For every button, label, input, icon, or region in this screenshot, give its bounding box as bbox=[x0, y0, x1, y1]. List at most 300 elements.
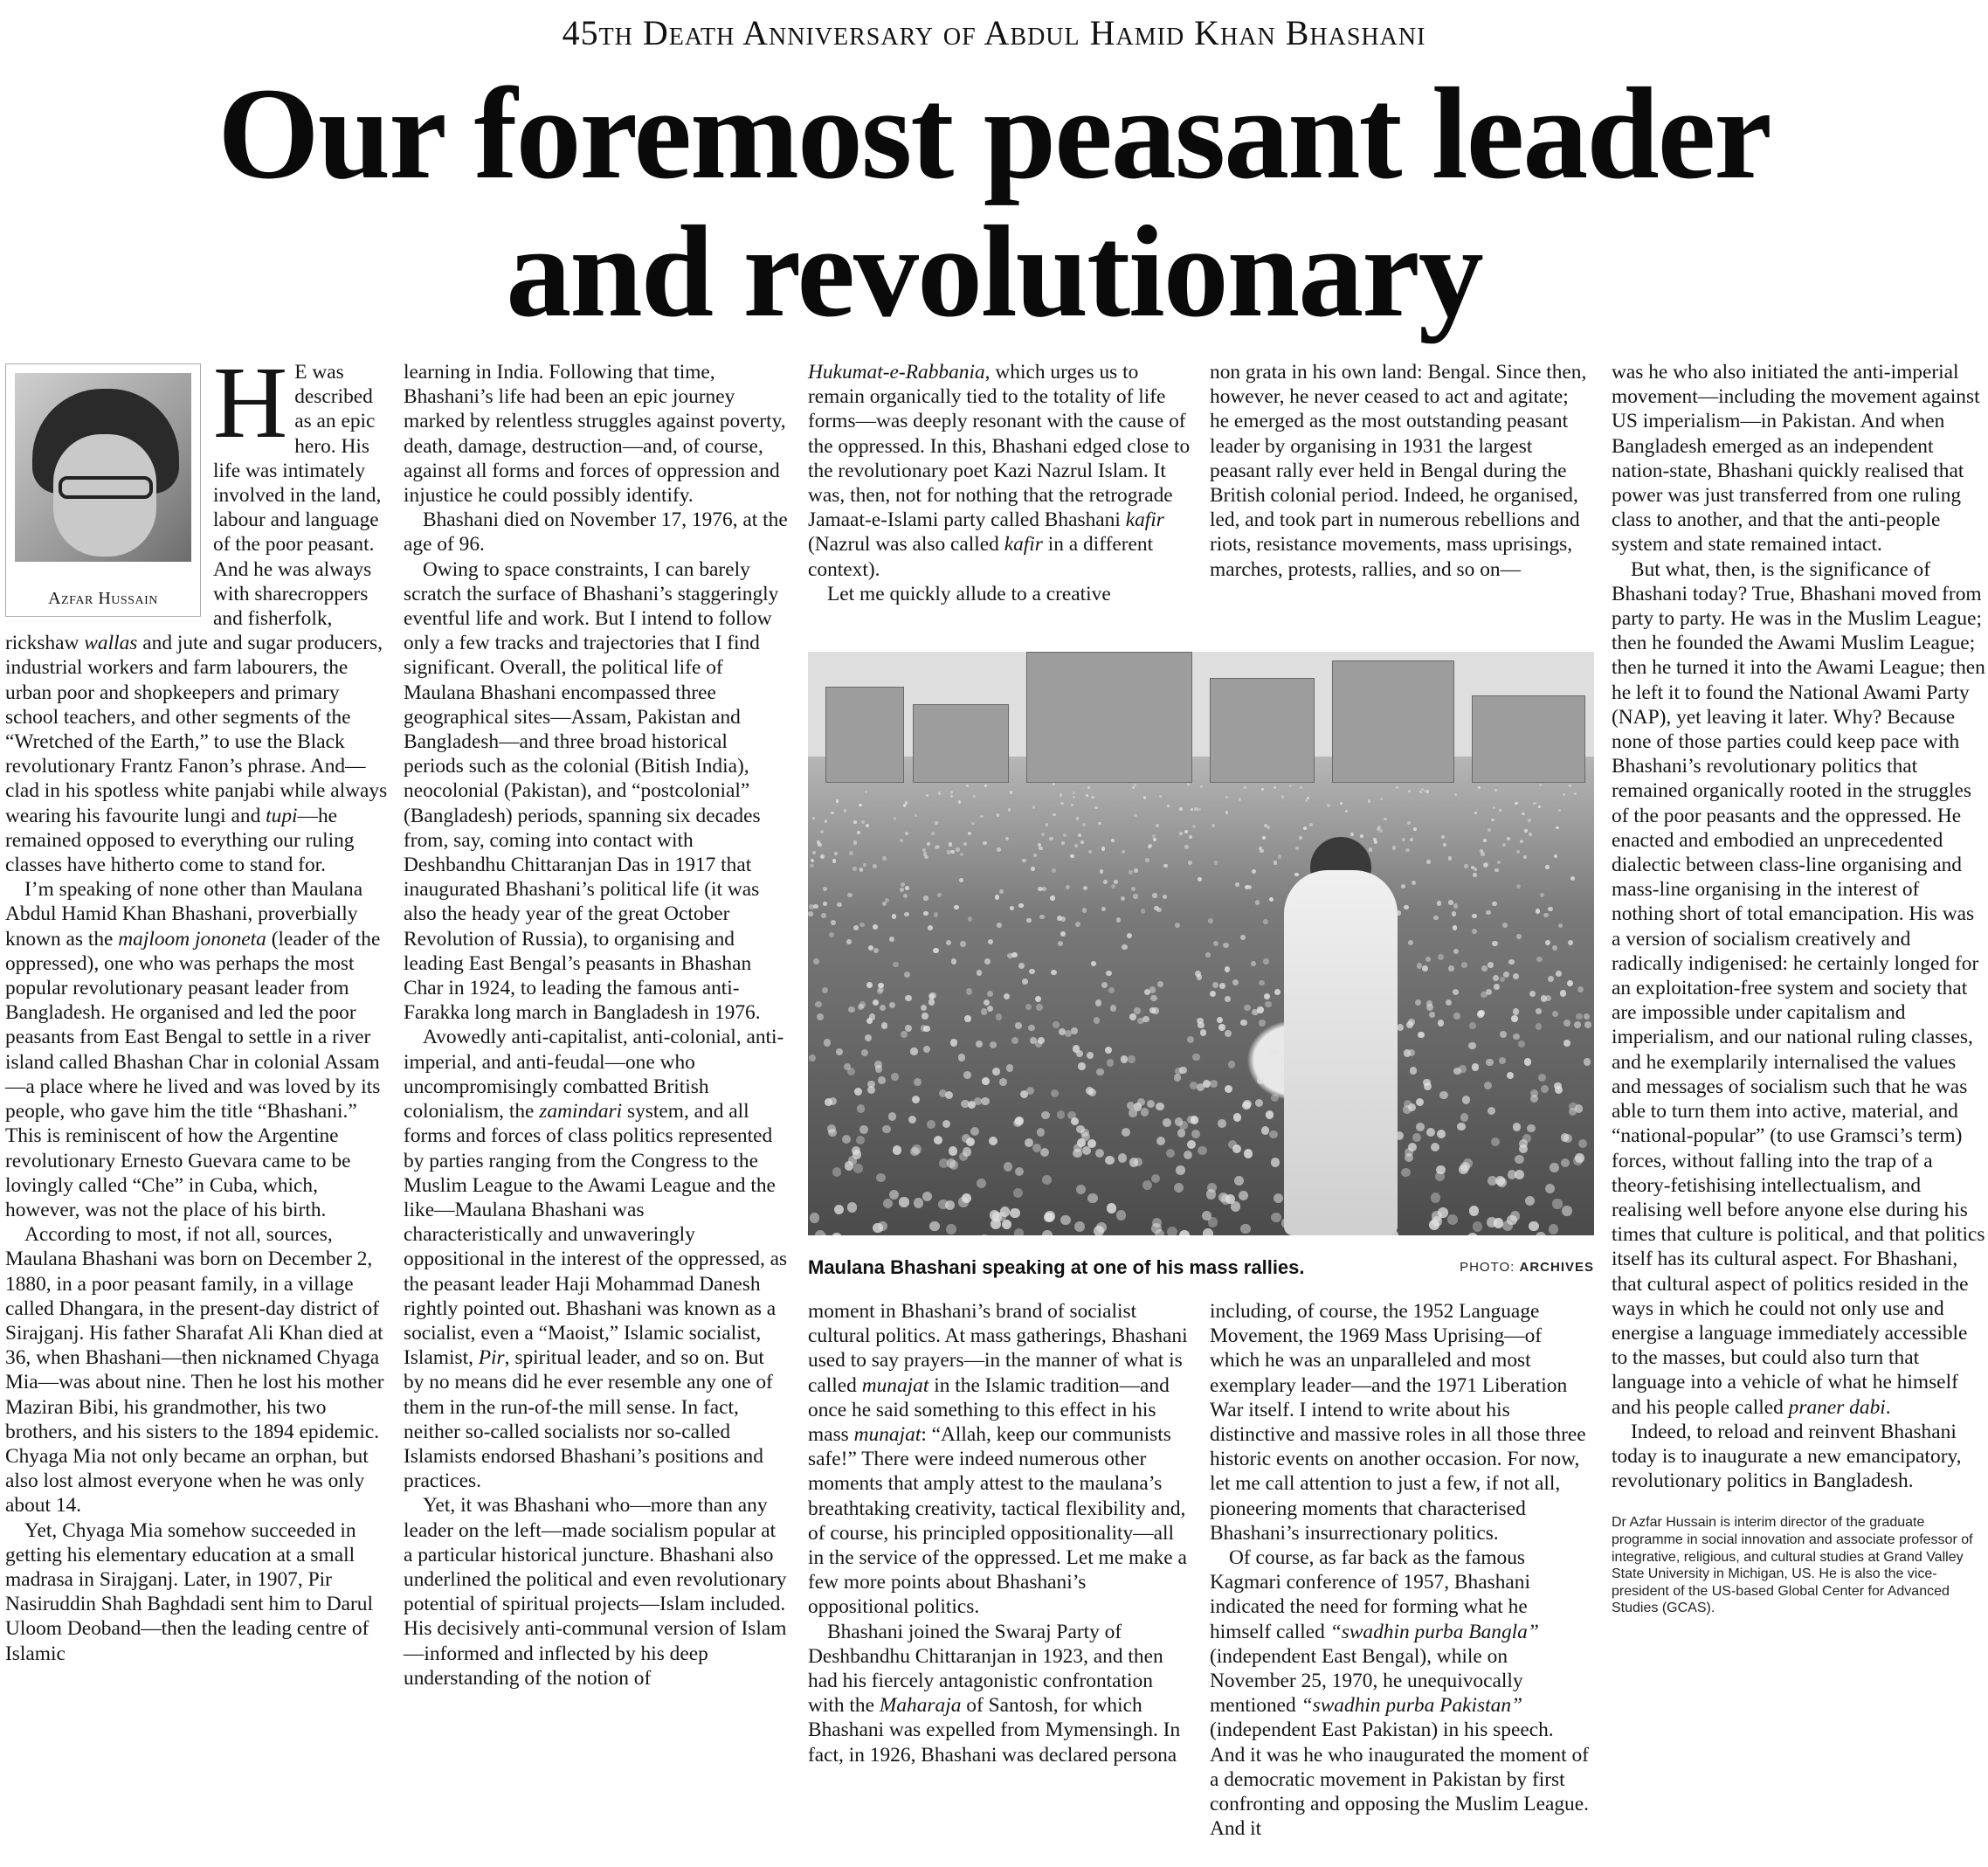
crowd-texture bbox=[1439, 1091, 1447, 1099]
text-run: Hukumat-e-Rabbania bbox=[808, 361, 985, 384]
crowd-texture bbox=[1486, 1059, 1493, 1066]
crowd-texture bbox=[1426, 790, 1429, 792]
crowd-texture bbox=[1448, 965, 1454, 972]
crowd-texture bbox=[1578, 1139, 1587, 1148]
crowd-texture bbox=[828, 1129, 837, 1137]
crowd-texture bbox=[1426, 1128, 1435, 1137]
crowd-texture bbox=[1264, 993, 1270, 999]
crowd-texture bbox=[888, 1112, 897, 1121]
crowd-texture bbox=[1502, 923, 1508, 928]
crowd-texture bbox=[979, 1234, 990, 1235]
crowd-texture bbox=[1545, 995, 1551, 1001]
text-run: I’m speaking of none other than Maulana Abdul Hamid Khan Bhashani, proverbially known as the bbox=[5, 878, 363, 951]
crowd-texture bbox=[1071, 804, 1073, 806]
crowd-texture bbox=[1210, 1080, 1218, 1088]
crowd-texture bbox=[1454, 793, 1457, 796]
crowd-texture bbox=[1011, 1037, 1018, 1044]
text-run: in a different context). bbox=[808, 533, 1154, 581]
crowd-texture bbox=[1184, 845, 1188, 848]
crowd-texture bbox=[1473, 873, 1477, 877]
crowd-texture bbox=[1379, 829, 1383, 833]
crowd-texture bbox=[1481, 992, 1487, 998]
crowd-texture bbox=[1163, 1118, 1171, 1127]
crowd-texture bbox=[1188, 861, 1192, 865]
crowd-texture bbox=[1080, 840, 1084, 844]
crowd-texture bbox=[1513, 1008, 1519, 1014]
credit-label: PHOTO: bbox=[1460, 1260, 1520, 1275]
crowd-texture bbox=[1073, 1149, 1081, 1158]
crowd-texture bbox=[1153, 838, 1156, 841]
crowd-texture bbox=[881, 1022, 888, 1029]
crowd-texture bbox=[1431, 1143, 1439, 1151]
crowd-texture bbox=[1116, 1210, 1127, 1220]
crowd-texture bbox=[1437, 1130, 1446, 1138]
crowd-texture bbox=[1159, 795, 1162, 798]
crowd-texture bbox=[1060, 1215, 1071, 1226]
crowd-texture bbox=[1040, 1148, 1049, 1157]
crowd-texture bbox=[893, 1145, 901, 1154]
crowd-texture bbox=[1548, 976, 1554, 982]
crowd-texture bbox=[1134, 784, 1136, 786]
crowd-texture bbox=[1561, 1158, 1570, 1167]
crowd-texture bbox=[867, 1086, 875, 1094]
crowd-texture bbox=[1549, 1224, 1559, 1234]
crowd-texture bbox=[1584, 1013, 1591, 1020]
crowd-texture bbox=[1167, 1227, 1177, 1235]
crowd-texture bbox=[1271, 1213, 1281, 1223]
crowd-texture bbox=[1289, 785, 1292, 787]
crowd-texture bbox=[1569, 1108, 1577, 1116]
crowd-texture bbox=[1536, 957, 1542, 962]
crowd-texture bbox=[1177, 1129, 1186, 1137]
crowd-texture bbox=[813, 904, 818, 909]
crowd-texture bbox=[1094, 1017, 1101, 1024]
paragraph: Bhashani died on November 17, 1976, at the age of 96. bbox=[404, 508, 788, 557]
crowd-texture bbox=[1552, 1199, 1562, 1208]
crowd-texture bbox=[1563, 1040, 1570, 1047]
crowd-texture bbox=[1107, 1203, 1116, 1213]
crowd-texture bbox=[1488, 1107, 1495, 1115]
crowd-texture bbox=[1033, 854, 1037, 857]
author-photo bbox=[15, 373, 191, 562]
crowd-texture bbox=[1548, 907, 1552, 911]
crowd-texture bbox=[1525, 1196, 1535, 1206]
crowd-texture bbox=[834, 852, 838, 855]
crowd-texture bbox=[1507, 837, 1510, 840]
drop-cap: H bbox=[213, 345, 288, 460]
crowd-texture bbox=[1518, 1041, 1525, 1048]
crowd-texture bbox=[825, 819, 828, 823]
crowd-texture bbox=[1213, 941, 1218, 946]
crowd-texture bbox=[1477, 1011, 1484, 1018]
crowd-texture bbox=[1122, 1128, 1130, 1137]
crowd-texture bbox=[1037, 1128, 1046, 1137]
crowd-texture bbox=[1141, 909, 1146, 914]
crowd-texture bbox=[1536, 1232, 1546, 1235]
crowd-texture bbox=[1402, 838, 1405, 841]
crowd-texture bbox=[1424, 790, 1426, 792]
article-column-3-bottom bbox=[808, 1299, 1191, 1767]
crowd-texture bbox=[1067, 1111, 1076, 1120]
crowd-texture bbox=[1149, 986, 1156, 992]
crowd-texture bbox=[1574, 1021, 1581, 1028]
crowd-texture bbox=[1042, 887, 1046, 891]
crowd-texture bbox=[923, 1026, 930, 1033]
crowd-texture bbox=[1004, 993, 1010, 999]
crowd-texture bbox=[1511, 1015, 1518, 1022]
crowd-texture bbox=[977, 970, 983, 976]
crowd-texture bbox=[1134, 1007, 1140, 1013]
crowd-texture bbox=[1278, 854, 1281, 858]
crowd-texture bbox=[842, 1135, 851, 1144]
crowd-texture bbox=[1022, 859, 1026, 863]
crowd-texture bbox=[821, 913, 826, 918]
crowd-texture bbox=[1481, 965, 1488, 972]
crowd-texture bbox=[1271, 1158, 1280, 1166]
article-column-3-top bbox=[808, 360, 1191, 606]
crowd-texture bbox=[1488, 828, 1491, 832]
crowd-texture bbox=[891, 1073, 899, 1081]
crowd-texture bbox=[1028, 1025, 1035, 1032]
crowd-texture bbox=[1271, 1094, 1279, 1102]
text-run: (leader of the oppressed), one who was perhaps the most popular revolutionary peasant leader from Bangladesh. He organised and led the poor peasants from East Bengal to settle in a river island called Bhashan Char in colonial Assam—a place where he lived and was loved by its people, who gave him the title “Bhashani.” This is reminiscent of how the Argentine revolutionary Ernesto Guevara came to be lovingly called “Che” in Cuba, which, however, was not the place of his birth. bbox=[5, 927, 381, 1221]
crowd-texture bbox=[1369, 847, 1372, 851]
text-run: Avowedly anti-capitalist, anti-colonial, anti-imperial, and anti-feudal—one who uncompromisingly combatted British colonialism, the bbox=[404, 1026, 784, 1124]
crowd-texture bbox=[950, 850, 954, 854]
crowd-texture bbox=[1407, 821, 1411, 825]
text-run: kafir bbox=[1125, 508, 1164, 532]
crowd-texture bbox=[1516, 934, 1522, 939]
crowd-texture bbox=[1002, 1220, 1012, 1230]
crowd-texture bbox=[1524, 1058, 1531, 1065]
crowd-texture bbox=[976, 1041, 983, 1048]
crowd-texture bbox=[1103, 880, 1108, 884]
crowd-texture bbox=[1259, 1020, 1266, 1027]
crowd-texture bbox=[1462, 1096, 1470, 1103]
crowd-texture bbox=[1577, 986, 1584, 992]
text-run: , spiritual leader, and so on. But by no means did he ever resemble any one of them in the run-of-the mill sense. In fact, neither so-called socialists nor so-called Islamists endorsed Bhashani’s positions and practices. bbox=[404, 1346, 773, 1493]
crowd-texture bbox=[1015, 1022, 1022, 1029]
crowd-texture bbox=[882, 856, 886, 860]
crowd-texture bbox=[1060, 931, 1066, 937]
crowd-texture bbox=[1143, 796, 1146, 799]
crowd-texture bbox=[904, 912, 909, 917]
paragraph: Owing to space constraints, I can barely scratch the surface of Bhashani’s staggeringly eventful life and work. But I intend to follow only a few tracks and trajectories that I find significant. Overall, the political life of Maulana Bhashani encompassed three geographical sites—Assam, Pakistan and Bangladesh—and three broad historical periods such as the colonial (Bitish India), neocolonial (Pakistan), and “postcolonial” (Bangladesh) periods, spanning six decades from, say, coming into contact with Deshbandhu Chittaranjan Das in 1917 that inaugurated Bhashani’s political life (it was also the heady year of the great October Revolution of Russia), to organising and leading East Bengal’s peasants in Bhashan Char in 1924, to leading the famous anti-Farakka long march in Bangladesh in 1976. bbox=[404, 557, 779, 1025]
crowd-texture bbox=[1151, 1174, 1161, 1184]
crowd-texture bbox=[1035, 996, 1041, 1002]
text-run: . bbox=[1885, 1395, 1891, 1419]
crowd-texture bbox=[865, 791, 867, 793]
crowd-texture bbox=[1499, 809, 1502, 812]
author-bio: Dr Azfar Hussain is interim director of the graduate programme in social innovation and associate professor of integrative, religious, and cultural studies at Grand Valley State University in Michigan, US. He is also the vice-president of the US-based Global Center for Advanced Studies (GCAS). bbox=[1612, 1515, 1973, 1616]
crowd-texture bbox=[1134, 1158, 1142, 1166]
crowd-texture bbox=[1087, 1139, 1096, 1148]
crowd-texture bbox=[1086, 794, 1088, 797]
crowd-texture bbox=[1545, 1184, 1555, 1193]
crowd-texture bbox=[1494, 984, 1500, 990]
crowd-texture bbox=[1234, 1176, 1244, 1186]
crowd-texture bbox=[1174, 1074, 1182, 1082]
crowd-texture bbox=[1051, 1089, 1059, 1097]
crowd-texture bbox=[1187, 1116, 1196, 1124]
crowd-texture bbox=[820, 830, 824, 833]
crowd-texture bbox=[926, 794, 928, 797]
crowd-texture bbox=[1151, 1223, 1162, 1234]
crowd-texture bbox=[912, 1096, 920, 1103]
crowd-texture bbox=[1513, 1034, 1520, 1041]
author-box bbox=[5, 363, 201, 617]
crowd-texture bbox=[1225, 1030, 1232, 1037]
crowd-texture bbox=[983, 841, 986, 845]
crowd-texture bbox=[1522, 1134, 1531, 1143]
crowd-texture bbox=[1453, 1013, 1460, 1020]
crowd-texture bbox=[1556, 826, 1559, 830]
crowd-texture bbox=[914, 1078, 922, 1086]
crowd-texture bbox=[1217, 1017, 1224, 1024]
crowd-texture bbox=[1464, 864, 1468, 868]
crowd-texture bbox=[831, 812, 834, 815]
crowd-texture bbox=[1152, 893, 1156, 897]
crowd-texture bbox=[1305, 799, 1308, 802]
crowd-texture bbox=[1053, 813, 1056, 817]
crowd-texture bbox=[1074, 1221, 1085, 1232]
crowd-texture bbox=[1233, 1113, 1242, 1122]
crowd-texture bbox=[1508, 1170, 1517, 1179]
crowd-texture bbox=[1156, 1103, 1163, 1110]
crowd-texture bbox=[958, 1054, 965, 1061]
crowd-texture bbox=[1095, 999, 1101, 1006]
crowd-texture bbox=[1257, 1076, 1265, 1084]
crowd-texture bbox=[1453, 949, 1459, 954]
crowd-texture bbox=[1032, 806, 1035, 808]
crowd-texture bbox=[1070, 854, 1073, 858]
crowd-texture bbox=[893, 962, 899, 968]
crowd-texture bbox=[1467, 1233, 1478, 1235]
crowd-texture bbox=[849, 851, 852, 854]
crowd-texture bbox=[1259, 980, 1265, 986]
crowd-texture bbox=[984, 958, 990, 964]
crowd-texture bbox=[959, 878, 963, 882]
headline bbox=[0, 61, 1988, 344]
crowd-texture bbox=[984, 785, 987, 787]
crowd-texture bbox=[1004, 1162, 1013, 1172]
crowd-texture bbox=[859, 923, 865, 928]
crowd-texture bbox=[1474, 812, 1478, 815]
crowd-texture bbox=[1106, 971, 1112, 977]
crowd-texture bbox=[1026, 918, 1032, 923]
crowd-texture bbox=[873, 864, 877, 868]
text-run: system, and all forms and forces of class politics represented by parties ranging from the Congress to the Muslim League to the Awami League and the like—Maulana Bhashani was characteristically and unwaveringly oppositional in the interest of the oppressed, as the peasant leader Haji Mohammad Danesh rightly pointed out. Bhashani was known as a socialist, even a “Maoist,” Islamic socialist, Islamist, bbox=[404, 1100, 788, 1370]
crowd-texture bbox=[1528, 819, 1531, 822]
crowd-texture bbox=[923, 1046, 930, 1053]
crowd-texture bbox=[1192, 825, 1196, 828]
crowd-texture bbox=[1303, 826, 1307, 830]
crowd-texture bbox=[1082, 908, 1087, 912]
crowd-texture bbox=[1295, 847, 1299, 850]
crowd-texture bbox=[873, 948, 879, 953]
crowd-texture bbox=[823, 902, 827, 906]
crowd-texture bbox=[1240, 1020, 1247, 1027]
crowd-texture bbox=[813, 958, 818, 964]
text-run: But what, then, is the significance of Bhashani today? True, Bhashani moved from party to party. He was in the Muslim League; then he founded the Awami Muslim League; then he turned it into the Awami League; then he left it to found the National Awami Party (NAP), yet leaving it later. Why? Because none of those parties could keep pace with Bhashani’s revolutionary politics that remained organically rooted in the struggles of the poor peasants and the oppressed. He enacted and embodied an unprecedented dialectic between class-line organising and mass-line organising in the interest of nothing short of total emancipation. His was a version of socialism creatively and radically indigenised: he certainly longed for an exploitation-free system and society that are impossible under capitalism and imperialism, and our national ruling classes, and he exemplarily internalised the values and messages of socialism such that he was able to turn them into active, material, and “national-popular” (to use Gramsci’s term) forces, without falling into the trap of a theory-fetishising intellectualism, and realising well before anyone else during his times that culture is political, and that politics itself has its cultural aspect. For Bhashani, that cultural aspect of politics resided in the ways in which he could not only use and energise a language immediately accessible to the masses, but could also turn that language into a vehicle of what he himself and his people called bbox=[1612, 557, 1985, 1419]
paragraph: including, of course, the 1952 Language Movement, the 1969 Mass Uprising—of which he was an unparalleled and most exemplary leader—and the 1971 Liberation War itself. I intend to write about his distinctive and massive roles in all those three historic events on another occasion. For now, let me call attention to just a few, if not all, pioneering moments that characterised Bhashani’s insurrectionary politics. bbox=[1210, 1300, 1586, 1545]
crowd-texture bbox=[1269, 1131, 1278, 1139]
crowd-texture bbox=[949, 1160, 959, 1170]
crowd-texture bbox=[866, 1018, 873, 1025]
crowd-texture bbox=[1538, 806, 1541, 808]
crowd-texture bbox=[1121, 896, 1125, 901]
author-name: Azfar Hussain bbox=[48, 589, 158, 608]
crowd-texture bbox=[949, 842, 952, 846]
article-column-4-top bbox=[1210, 360, 1592, 582]
crowd-texture bbox=[1529, 1221, 1539, 1232]
crowd-texture bbox=[946, 1224, 956, 1234]
crowd-texture bbox=[1042, 1230, 1053, 1235]
crowd-texture bbox=[950, 791, 953, 793]
crowd-texture bbox=[1274, 989, 1280, 995]
crowd-texture bbox=[1231, 1201, 1240, 1211]
crowd-texture bbox=[856, 1136, 865, 1144]
crowd-texture bbox=[1011, 952, 1017, 958]
crowd-texture bbox=[1432, 1216, 1442, 1227]
crowd-texture bbox=[1554, 854, 1557, 858]
crowd-texture bbox=[1111, 884, 1115, 889]
crowd-texture bbox=[1421, 788, 1424, 791]
crowd-texture bbox=[1208, 918, 1213, 923]
crowd-texture bbox=[1141, 1108, 1149, 1116]
crowd-texture bbox=[951, 958, 957, 965]
crowd-texture bbox=[1108, 987, 1115, 993]
crowd-texture bbox=[1507, 1215, 1517, 1226]
crowd-texture bbox=[981, 1008, 987, 1014]
crowd-texture bbox=[1508, 959, 1515, 965]
crowd-texture bbox=[1006, 1064, 1014, 1072]
text-run: “swadhin purba Pakistan” bbox=[1301, 1694, 1523, 1718]
crowd-texture bbox=[823, 887, 827, 891]
crowd-texture bbox=[997, 847, 1000, 851]
kicker: 45th Death Anniversary of Abdul Hamid Khan Bhashani bbox=[562, 13, 1426, 52]
crowd-texture bbox=[1523, 855, 1527, 859]
crowd-texture bbox=[1460, 1113, 1469, 1122]
crowd-texture bbox=[1101, 907, 1106, 911]
crowd-texture bbox=[1294, 873, 1299, 877]
crowd-texture bbox=[1563, 1020, 1570, 1027]
article-column-5 bbox=[1612, 360, 1985, 1617]
crowd-texture bbox=[1281, 795, 1284, 798]
crowd-texture bbox=[1453, 925, 1458, 930]
crowd-texture bbox=[1096, 1068, 1104, 1076]
crowd-texture bbox=[1502, 843, 1506, 847]
crowd-texture bbox=[1264, 824, 1267, 827]
crowd-texture bbox=[1214, 861, 1218, 865]
crowd-texture bbox=[1211, 824, 1215, 827]
crowd-texture bbox=[1483, 863, 1488, 868]
crowd-texture bbox=[1218, 1119, 1226, 1128]
crowd-texture bbox=[836, 1048, 843, 1055]
crowd-texture bbox=[995, 895, 999, 899]
crowd-texture bbox=[808, 911, 813, 916]
crowd-texture bbox=[1491, 1137, 1500, 1146]
crowd-texture bbox=[1433, 916, 1439, 921]
rally-photo bbox=[808, 652, 1594, 1235]
crowd-texture bbox=[1041, 1111, 1050, 1120]
crowd-texture bbox=[1096, 1222, 1107, 1233]
crowd-texture bbox=[1573, 1156, 1582, 1165]
crowd-texture bbox=[1134, 814, 1137, 818]
crowd-texture bbox=[1410, 838, 1413, 841]
crowd-texture bbox=[829, 932, 834, 937]
crowd-texture bbox=[848, 1006, 854, 1013]
crowd-texture bbox=[1563, 793, 1565, 796]
crowd-texture bbox=[915, 814, 918, 818]
crowd-texture bbox=[958, 1197, 968, 1207]
crowd-texture bbox=[1522, 812, 1525, 816]
crowd-texture bbox=[1203, 1228, 1213, 1235]
text-run: kafir bbox=[1004, 533, 1043, 557]
crowd-texture bbox=[1121, 1055, 1128, 1062]
crowd-texture bbox=[927, 1120, 935, 1129]
text-run: (independent East Bengal), while on November 25, 1970, he unequivocally mentioned bbox=[1210, 1644, 1523, 1718]
crowd-texture bbox=[933, 948, 938, 953]
crowd-texture bbox=[1144, 989, 1150, 995]
crowd-texture bbox=[990, 1041, 997, 1048]
text-run: “swadhin purba Bangla” bbox=[1329, 1620, 1539, 1643]
crowd-texture bbox=[1493, 806, 1495, 809]
crowd-texture bbox=[1128, 1055, 1135, 1062]
crowd-texture bbox=[1100, 869, 1104, 874]
crowd-texture bbox=[1408, 1143, 1417, 1151]
crowd-texture bbox=[1403, 1105, 1411, 1113]
crowd-texture bbox=[1584, 1058, 1591, 1065]
crowd-texture bbox=[901, 1031, 908, 1038]
crowd-texture bbox=[1206, 1189, 1216, 1199]
crowd-texture bbox=[1408, 1049, 1415, 1056]
crowd-texture bbox=[1203, 1080, 1211, 1088]
crowd-texture bbox=[980, 815, 984, 819]
crowd-texture bbox=[934, 1136, 942, 1144]
crowd-texture bbox=[1036, 1004, 1042, 1010]
crowd-texture bbox=[1266, 1110, 1274, 1119]
crowd-texture bbox=[815, 1001, 821, 1007]
crowd-texture bbox=[1560, 990, 1566, 996]
crowd-texture bbox=[844, 809, 847, 812]
crowd-texture bbox=[1491, 819, 1494, 822]
crowd-texture bbox=[1063, 833, 1066, 837]
crowd-texture bbox=[1107, 1059, 1114, 1066]
crowd-texture bbox=[1550, 1163, 1559, 1172]
crowd-texture bbox=[817, 1013, 824, 1020]
crowd-texture bbox=[1053, 783, 1055, 785]
crowd-texture bbox=[1029, 969, 1035, 975]
text-run: : “Allah, keep our communists safe!” There were indeed numerous other moments that amply attest to the maulana’s breathtaking creativity, tactical flexibility and, of course, his principled oppositionality—all in the service of the oppressed. Let me make a few more points about Bhashani’s oppositional politics. bbox=[808, 1423, 1187, 1619]
crowd-texture bbox=[1239, 1191, 1248, 1200]
crowd-texture bbox=[1519, 1144, 1528, 1153]
crowd-texture bbox=[889, 1002, 895, 1008]
crowd-texture bbox=[1396, 786, 1398, 789]
crowd-texture bbox=[1191, 808, 1194, 812]
crowd-texture bbox=[1189, 835, 1192, 839]
crowd-texture bbox=[1045, 1211, 1055, 1221]
paragraph: was he who also initiated the anti-imperial movement—including the movement against US imperialism—in Pakistan. And when Bangladesh emerged as an independent nation-state, Bhashani quickly realised that power was just transferred from one ruling class to another, and that the anti-people system and state remained intact. bbox=[1612, 361, 1980, 557]
crowd-texture bbox=[1368, 799, 1370, 802]
crowd-texture bbox=[1184, 1151, 1192, 1159]
crowd-texture bbox=[1122, 850, 1125, 854]
crowd-texture bbox=[1457, 1123, 1466, 1131]
crowd-texture bbox=[847, 1202, 857, 1212]
crowd-texture bbox=[1225, 796, 1228, 799]
crowd-texture bbox=[859, 804, 861, 806]
crowd-texture bbox=[966, 785, 969, 787]
